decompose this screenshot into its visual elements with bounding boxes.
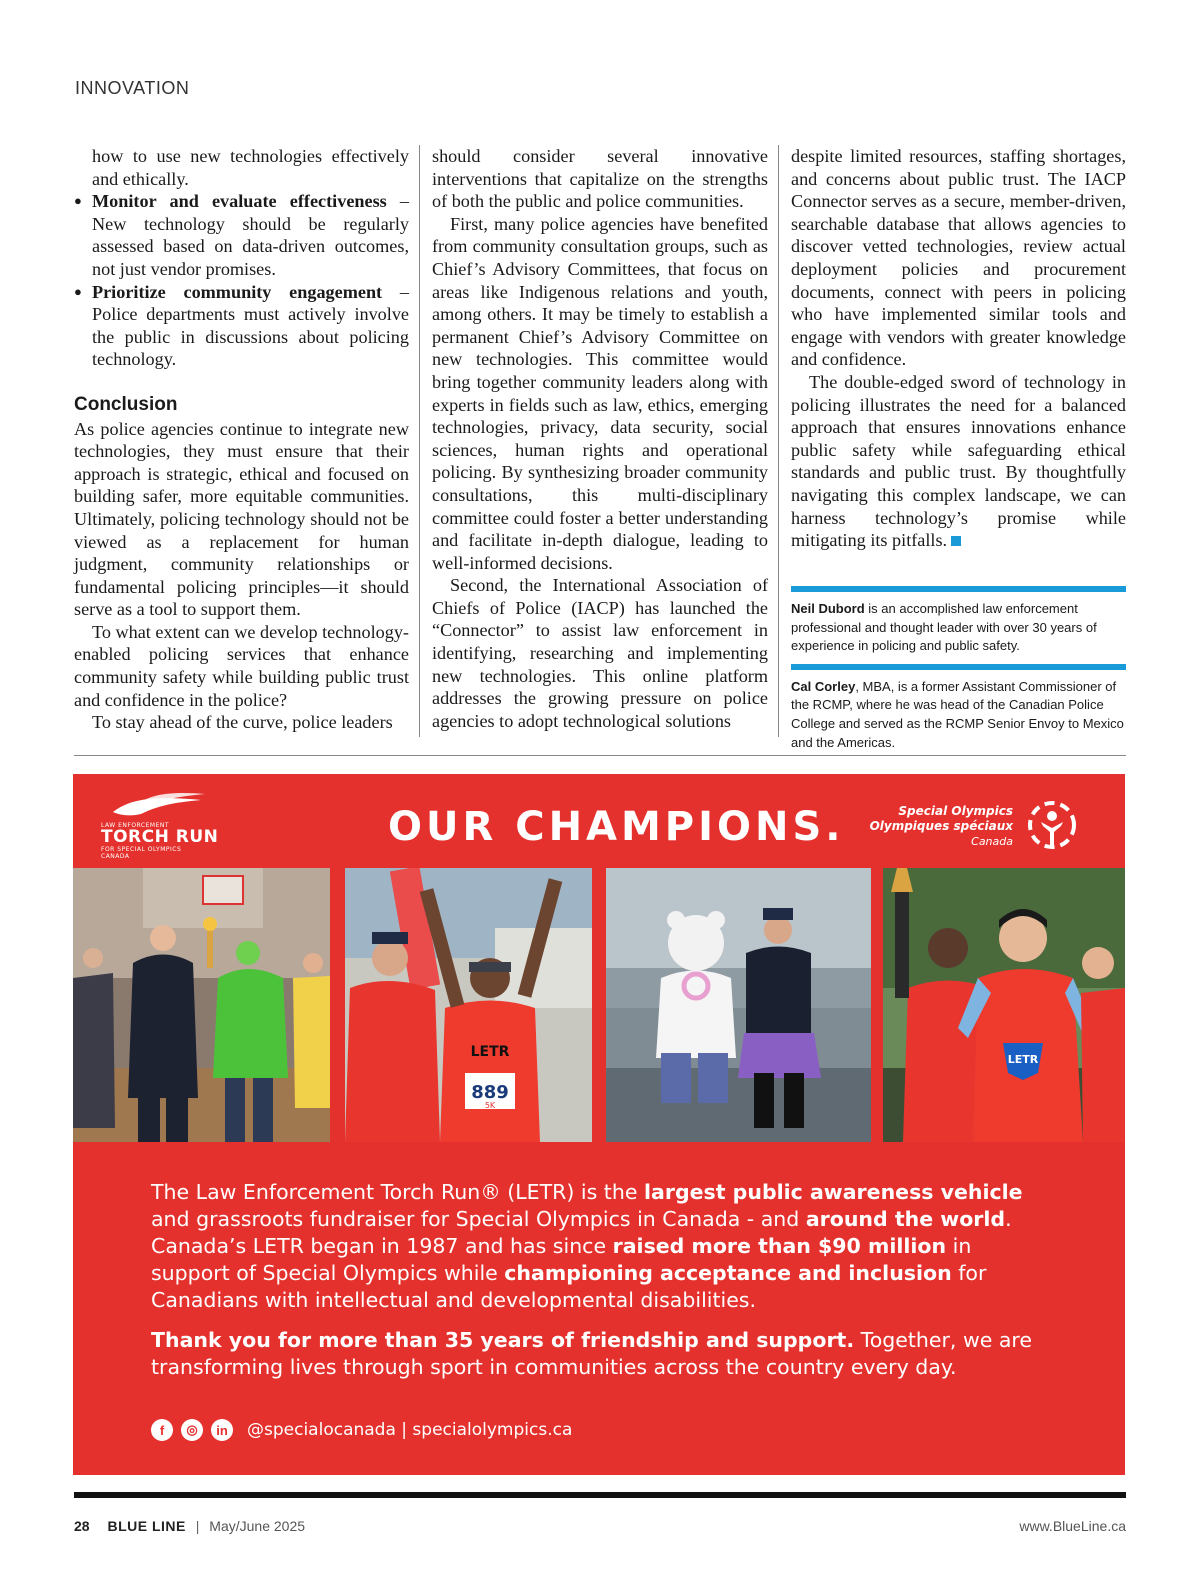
column-divider <box>778 145 779 737</box>
ad-text-segment: Thank you for more than 35 years of friendship and support. <box>151 1328 855 1352</box>
photo-strip <box>73 868 1125 1142</box>
footer-rule <box>74 1492 1126 1498</box>
photo-torch-bearer <box>883 868 1125 1142</box>
paragraph: As police agencies continue to integrate new technologies, they must ensure that their approach is strategic, ethical and focused on building safer, more equitable communities. Ultimately, policing technology should not be viewed as a replacement for human judgment, community relationships or fundamental policing principles—it should serve as a tool to support them. <box>74 418 409 620</box>
paragraph: The double-edged sword of technology in policing illustrates the need for a balanced approach that ensures innovations enhance public safety while safeguarding ethical standards and public trust. By thoughtfully navigating this complex landscape, we can harness technology’s promise while mitigating its pitfalls. <box>791 371 1126 551</box>
website-link[interactable]: www.BlueLine.ca <box>1019 1518 1126 1534</box>
torch-flame-icon <box>101 792 211 818</box>
article-column-1 <box>74 145 409 734</box>
bullet-list <box>74 190 409 371</box>
photo-torch-relay <box>73 868 330 1142</box>
author-bios <box>791 586 1126 760</box>
paragraph: To what extent can we develop technology-enabled policing services that enhance community safety while building public trust and confidence in the police? <box>74 621 409 710</box>
column-divider <box>419 145 420 737</box>
end-mark-icon <box>951 536 961 546</box>
ad-title: OUR CHAMPIONS. <box>388 804 845 850</box>
ad-text-segment: largest public awareness vehicle <box>643 1180 1023 1204</box>
svg-text:5K: 5K <box>484 1101 496 1110</box>
author-bio: Cal Corley, MBA, is a former Assistant Commissioner of the RCMP, where he was head of the Canadian Police College and served as the RCMP Senior Envoy to Mexico and the Americas. <box>791 678 1124 750</box>
linkedin-icon[interactable]: in <box>211 1419 233 1441</box>
ad-text-segment: raised more than $90 million <box>612 1234 947 1258</box>
ad-text-segment: for Canadians with intellectual and developmental disabilities. <box>151 1261 987 1312</box>
ad-text-segment: and grassroots fundraiser for Special Olympics in Canada - and <box>151 1207 806 1231</box>
ad-text-segment: in support of Special Olympics while <box>151 1234 972 1285</box>
ad-text-segment: . Canada’s LETR began in 1987 and has since <box>151 1207 1012 1258</box>
paragraph: First, many police agencies have benefited from community consultation groups, such as Chief’s Advisory Committees, that focus on areas like Indigenous relations and youth, among others. It may be timely to establish a permanent Chief’s Advisory Committee on new technologies. This committee would bring together community leaders along with experts in fields such as law, ethics, emerging technologies, privacy, data security, social sciences, human rights and operational policing. By synthesizing broader community consultations, this multi-disciplinary committee could foster a better understanding and facilitate in-depth dialogue, leading to well-informed decisions. <box>432 213 768 573</box>
photo-polar-plunge <box>606 868 871 1142</box>
page-number: 28 <box>74 1518 90 1534</box>
instagram-icon[interactable]: ◎ <box>181 1419 203 1441</box>
special-olympics-icon <box>1023 796 1081 854</box>
social-handle-link[interactable]: @specialocanada | specialolympics.ca <box>247 1420 573 1440</box>
magazine-name: BLUE LINE <box>107 1518 186 1534</box>
svg-text:889: 889 <box>471 1082 509 1103</box>
bullet-continuation: how to use new technologies effectively and ethically. <box>92 146 409 189</box>
section-label: INNOVATION <box>75 78 190 98</box>
list-item: ● Monitor and evaluate effectiveness – New technology should be regularly assessed based on data-driven outcomes, not just vendor promises. <box>74 190 409 280</box>
ad-text-segment: Together, we are transforming lives through sport in communities across the country every day. <box>151 1328 1033 1379</box>
paragraph: To stay ahead of the curve, police leaders <box>92 712 393 733</box>
ad-body <box>151 1179 1051 1394</box>
ad-paragraph <box>151 1327 1051 1381</box>
ad-text-segment: championing acceptance and inclusion <box>504 1261 952 1285</box>
bio-divider <box>791 586 1126 592</box>
paragraph: despite limited resources, staffing shortages, and concerns about public trust. The IACP Connector serves as a secure, member-driven, searchable database that allows agencies to discover vetted technologies, review actual deployment policies and procurement documents, connect with peers in policing who have implemented similar tools and engage with vendors with greater knowledge and confidence. <box>791 146 1126 370</box>
issue-date: May/June 2025 <box>209 1518 306 1534</box>
photo-runners <box>345 868 592 1142</box>
torch-run-logo: LAW ENFORCEMENT TORCH RUN FOR SPECIAL OLYMPICS CANADA <box>101 792 221 860</box>
ad-text-segment: around the world <box>805 1207 1006 1231</box>
paragraph: Second, the International Association of Chiefs of Police (IACP) has launched the “Connector” to assist law enforcement in identifying, researching and implementing new technologies. This online platform addresses the growing pressure on police agencies to adopt technological solutions <box>432 575 768 731</box>
list-item: ● Prioritize community engagement – Police departments must actively involve the public in discussions about policing technology. <box>74 281 409 371</box>
bio-divider <box>791 664 1126 670</box>
svg-text:LETR: LETR <box>1007 1053 1039 1066</box>
article-column-2 <box>432 145 768 732</box>
social-links <box>151 1419 572 1441</box>
section-divider <box>74 755 1126 756</box>
facebook-icon[interactable]: f <box>151 1419 173 1441</box>
svg-text:LETR: LETR <box>470 1044 510 1060</box>
ad-paragraph <box>151 1179 1051 1314</box>
special-olympics-ad <box>73 774 1125 1475</box>
conclusion-heading: Conclusion <box>74 393 178 415</box>
page-footer: 28 BLUE LINE | May/June 2025 www.BlueLine.ca <box>74 1518 1126 1534</box>
article-column-3 <box>791 145 1126 552</box>
author-bio: Neil Dubord is an accomplished law enforcement professional and thought leader with over 30 years of experience in policing and public safety. <box>791 601 1097 654</box>
ad-text-segment: The Law Enforcement Torch Run® (LETR) is the <box>151 1180 644 1204</box>
special-olympics-logo: Special Olympics Olympiques spéciaux Canada <box>863 796 1103 856</box>
paragraph: should consider several innovative interventions that capitalize on the strengths of both the public and police communities. <box>432 146 768 212</box>
